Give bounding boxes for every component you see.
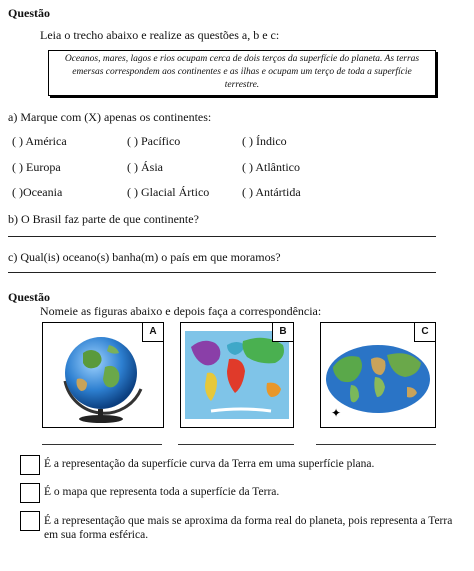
statement-1: É a representação da superfície curva da Terra em uma superfície plana. <box>44 458 375 470</box>
figure-b-letter: B <box>272 323 293 342</box>
figure-c-letter: C <box>414 323 435 342</box>
figure-a-letter: A <box>142 323 163 342</box>
figure-c-box <box>320 322 436 428</box>
statement-2: É o mapa que representa toda a superfície da Terra. <box>44 486 280 498</box>
option-oceania[interactable]: ( )Oceania <box>12 185 63 199</box>
section2-heading: Questão <box>8 290 50 304</box>
figure-c-name-line[interactable] <box>316 444 436 445</box>
figure-b-name-line[interactable] <box>178 444 294 445</box>
section2-instruction: Nomeie as figuras abaixo e depois faça a correspondência: <box>40 304 322 318</box>
question-a: a) Marque com (X) apenas os continentes: <box>8 110 212 124</box>
statement-1-checkbox[interactable] <box>20 455 40 475</box>
answer-line-c[interactable] <box>8 272 436 273</box>
option-atlantico[interactable]: ( ) Atlântico <box>242 160 300 174</box>
statement-3-checkbox[interactable] <box>20 511 40 531</box>
section1-instruction: Leia o trecho abaixo e realize as questões a, b e c: <box>40 28 280 42</box>
option-asia[interactable]: ( ) Ásia <box>127 160 163 174</box>
quote-text: Oceanos, mares, lagos e rios ocupam cerca de dois terços da superfície do planeta. As terras emersas correspondem aos continentes e as ilhas e ocupam um terço de toda a superfície terrestre. <box>64 54 420 90</box>
figure-a-box <box>42 322 164 428</box>
figure-b-box <box>180 322 294 428</box>
question-c: c) Qual(is) oceano(s) banha(m) o país em que moramos? <box>8 250 281 264</box>
section1-heading: Questão <box>8 6 50 20</box>
statement-3: É a representação que mais se aproxima da forma real do planeta, pois representa a Terra em sua forma esférica. <box>44 515 453 541</box>
option-antartida[interactable]: ( ) Antártida <box>242 185 301 199</box>
option-glacial-artico[interactable]: ( ) Glacial Ártico <box>127 185 210 199</box>
statement-2-checkbox[interactable] <box>20 483 40 503</box>
svg-text:✦: ✦ <box>331 406 342 420</box>
figure-a-name-line[interactable] <box>42 444 162 445</box>
option-indico[interactable]: ( ) Índico <box>242 134 287 148</box>
option-pacifico[interactable]: ( ) Pacífico <box>127 134 181 148</box>
answer-line-b[interactable] <box>8 236 436 237</box>
question-b: b) O Brasil faz parte de que continente? <box>8 212 199 226</box>
option-america[interactable]: ( ) América <box>12 134 67 148</box>
option-europa[interactable]: ( ) Europa <box>12 160 61 174</box>
